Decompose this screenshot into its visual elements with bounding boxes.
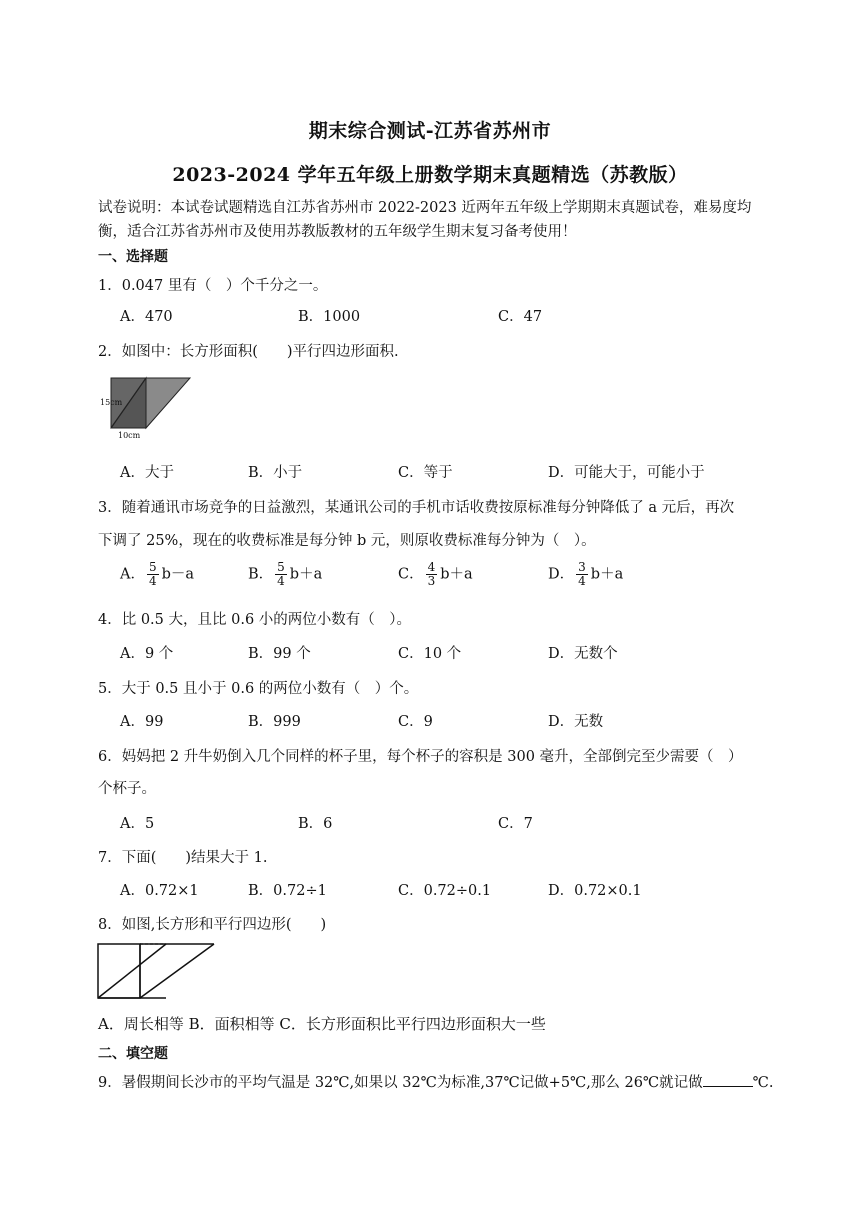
option-a: A． $\frac{5}{4}$ b－a [120,560,195,588]
option-b: B．1000 [298,309,361,325]
question-8-options: A．周长相等 B．面积相等 C．长方形面积比平行四边形面积大一些 [98,1015,546,1033]
option-d: D．0.72×0.1 [548,883,642,899]
question-3-options [120,561,760,593]
exam-instructions: 试卷说明：本试卷试题精选自江苏省苏州市 2022-2023 近两年五年级上学期期末真题试卷，难易度均衡，适合江苏省苏州市及使用苏教版教材的五年级学生期末复习备考使用！ [98,200,752,240]
question-8: 8．如图,长方形和平行四边形( ) [98,917,327,933]
page-subtitle: 2023-2024 学年五年级上册数学期末真题精选（苏教版） [172,164,688,186]
option-a: A．9 个 [120,646,174,662]
question-4-options [120,642,760,664]
rectangle-parallelogram-figure-2 [96,940,218,1002]
option-d: D．无数 [548,714,604,730]
option-b: B．6 [298,816,333,832]
option-a: A．5 [120,816,155,832]
answer-blank[interactable] [703,1072,753,1087]
option-c: C．47 [498,309,543,325]
option-c: C．0.72÷0.1 [398,883,492,899]
option-c: C．10 个 [398,646,462,662]
question-9: 9．暑假期间长沙市的平均气温是 32℃,如果以 32℃为标准,37℃记做+5℃,那么 26℃就记做 ℃. [98,1071,798,1092]
question-1-options [120,305,760,327]
question-1: 1．0.047 里有（ ）个千分之一。 [98,278,328,294]
section-heading-choice: 一、选择题 [98,249,168,265]
question-7: 7．下面( )结果大于 1. [98,850,268,866]
option-b: B．0.72÷1 [248,883,327,899]
question-3-line-1: 3．随着通讯市场竞争的日益激烈，某通讯公司的手机市话收费按原标准每分钟降低了 a 元后，再次 [98,500,735,516]
question-6-line-1: 6．妈妈把 2 升牛奶倒入几个同样的杯子里，每个杯子的容积是 300 毫升，全部倒完至少需要（ ） [98,749,743,765]
question-2-options [120,461,760,483]
option-c: C．等于 [398,465,453,481]
question-6-line-2: 个杯子。 [98,781,156,797]
fraction: $\frac{3}{4}$ [578,560,586,588]
option-d: D．可能大于，可能小于 [548,465,705,481]
question-7-options [120,879,760,901]
option-a: A．大于 [120,465,174,481]
option-c: C．9 [398,714,433,730]
option-d: D．无数个 [548,646,618,662]
question-4: 4．比 0.5 大，且比 0.6 小的两位小数有（ ）。 [98,612,412,628]
option-b: B． $\frac{5}{4}$ b＋a [248,560,323,588]
fraction: $\frac{5}{4}$ [277,560,285,588]
question-3-line-2: 下调了 25%，现在的收费标准是每分钟 b 元，则原收费标准每分钟为（ ）。 [98,533,596,549]
option-b: B．999 [248,714,301,730]
option-a: A．470 [120,309,173,325]
fraction: $\frac{4}{3}$ [427,560,436,588]
option-b: B．小于 [248,465,303,481]
option-c: C． $\frac{4}{3}$ b＋a [398,560,473,588]
section-heading-fill-in: 二、填空题 [98,1046,168,1062]
question-6-options [120,812,760,834]
question-2: 2．如图中：长方形面积( )平行四边形面积. [98,344,399,360]
page-title: 期末综合测试-江苏省苏州市 [308,120,552,142]
question-5-options [120,710,760,732]
option-d: D． $\frac{3}{4}$ b＋a [548,560,624,588]
side-length-label: 15cm [100,398,123,407]
option-c: C．7 [498,816,533,832]
question-5: 5．大于 0.5 且小于 0.6 的两位小数有（ ）个。 [98,681,419,697]
option-a: A．99 [120,714,164,730]
base-length-label: 10cm [118,431,141,440]
fraction: $\frac{5}{4}$ [148,560,157,588]
rectangle-parallelogram-figure-1 [98,374,196,440]
option-a: A．0.72×1 [120,883,199,899]
option-b: B．99 个 [248,646,311,662]
